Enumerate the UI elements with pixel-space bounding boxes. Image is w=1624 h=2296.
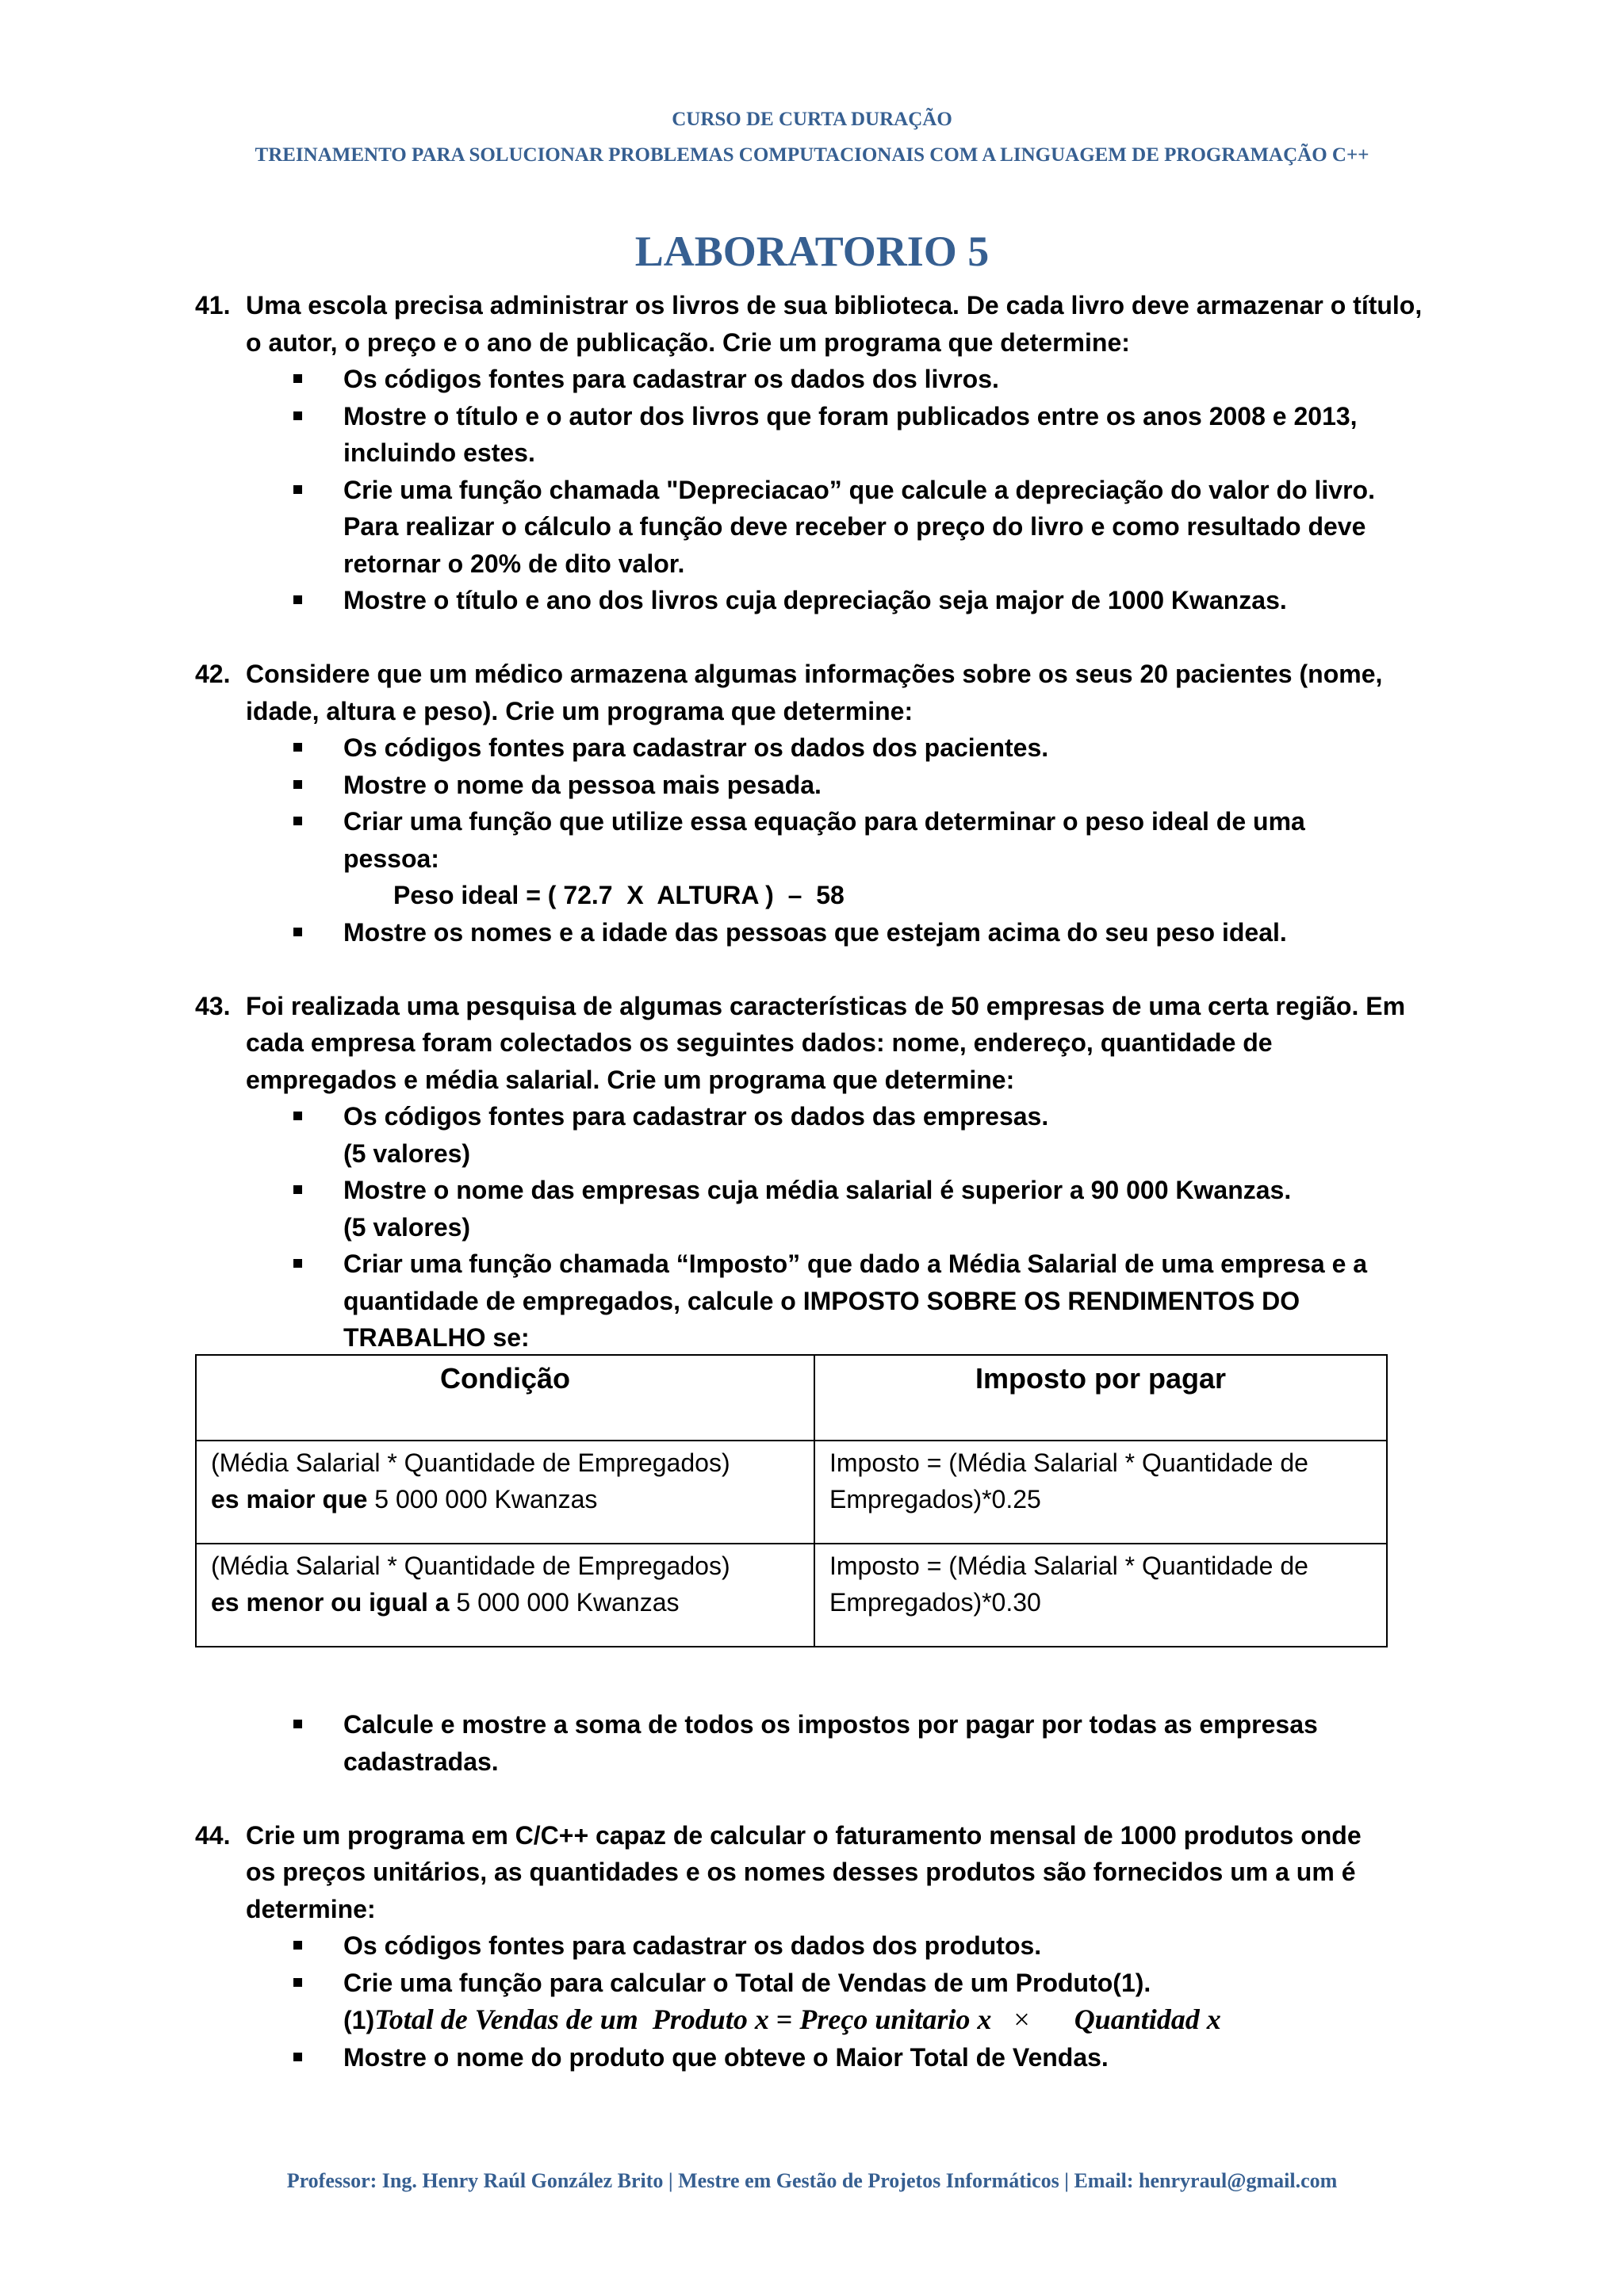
exercise-text-line: os preços unitários, as quantidades e os nomes desses produtos são fornecidos um a um é xyxy=(246,1858,1356,1886)
bullet-list xyxy=(246,1927,1442,2001)
bullet-item: Os códigos fontes para cadastrar os dados dos pacientes. xyxy=(246,729,1442,767)
square-bullet-icon xyxy=(293,1978,302,1987)
exercise-text-line: empregados e média salarial. Crie um programa que determine: xyxy=(246,1065,1015,1094)
exercise-number: 41. xyxy=(195,291,231,320)
table-header-tax: Imposto por pagar xyxy=(814,1355,1387,1441)
bullet-item: Os códigos fontes para cadastrar os dados das empresas. (5 valores) xyxy=(246,1098,1442,1172)
bullet-list xyxy=(246,1706,1442,1780)
exercise-text-line: cada empresa foram colectados os seguintes dados: nome, endereço, quantidade de xyxy=(246,1028,1273,1057)
table-cell-tax: Imposto = (Média Salarial * Quantidade de Empregados)*0.30 xyxy=(814,1544,1387,1647)
exercise-text-line: idade, altura e peso). Crie um programa que determine: xyxy=(246,696,914,725)
exercise-44 xyxy=(195,1817,1442,2076)
exercise-list-continued xyxy=(195,1706,1442,2076)
square-bullet-icon xyxy=(293,485,302,494)
bullet-item: Mostre o nome das empresas cuja média salarial é superior a 90 000 Kwanzas. (5 valores) xyxy=(246,1172,1442,1246)
bullet-item: Mostre o nome do produto que obteve o Maior Total de Vendas. xyxy=(246,2039,1442,2076)
course-title-heading: TREINAMENTO PARA SOLUCIONAR PROBLEMAS COMPUTACIONAIS COM A LINGUAGEM DE PROGRAMAÇÃO C++ xyxy=(255,144,1369,166)
square-bullet-icon xyxy=(293,1112,302,1120)
page-footer: Professor: Ing. Henry Raúl González Brito | Mestre em Gestão de Projetos Informáticos | Email: henryraul@gmail.com xyxy=(286,2169,1338,2192)
square-bullet-icon xyxy=(293,2053,302,2061)
exercise-number: 42. xyxy=(195,660,231,688)
exercise-text-line: Foi realizada uma pesquisa de algumas características de 50 empresas de uma certa região. Em xyxy=(246,991,1406,1020)
bullet-item: Mostre o título e ano dos livros cuja depreciação seja major de 1000 Kwanzas. xyxy=(246,582,1442,619)
bullet-item: Os códigos fontes para cadastrar os dados dos livros. xyxy=(246,361,1442,398)
table-header-condition: Condição xyxy=(196,1355,814,1441)
table-cell-condition: (Média Salarial * Quantidade de Empregados) es menor ou igual a 5 000 000 Kwanzas xyxy=(196,1544,814,1647)
exercise-text-line: Crie um programa em C/C++ capaz de calcular o faturamento mensal de 1000 produtos onde xyxy=(246,1820,1362,1850)
exercise-text-line: Considere que um médico armazena algumas informações sobre os seus 20 pacientes (nome, xyxy=(246,660,1383,688)
square-bullet-icon xyxy=(293,780,302,789)
bullet-item: Calcule e mostre a soma de todos os impostos por pagar por todas as empresas cadastradas. xyxy=(246,1706,1442,1780)
exercise-text-line: o autor, o preço e o ano de publicação. Crie um programa que determine: xyxy=(246,327,1130,357)
square-bullet-icon xyxy=(293,374,302,383)
bullet-list xyxy=(246,1098,1442,1357)
table-header-row xyxy=(196,1355,1387,1441)
bullet-item: Os códigos fontes para cadastrar os dados dos produtos. xyxy=(246,1927,1442,1965)
table-cell-condition: (Média Salarial * Quantidade de Empregados) es maior que 5 000 000 Kwanzas xyxy=(196,1441,814,1544)
square-bullet-icon xyxy=(293,817,302,825)
exercise-text-line: determine: xyxy=(246,1894,376,1923)
exercise-text-line: Uma escola precisa administrar os livros de sua biblioteca. De cada livro deve armazenar o título, xyxy=(246,291,1423,320)
bullet-list xyxy=(246,914,1442,951)
bullet-item: Mostre os nomes e a idade das pessoas que estejam acima do seu peso ideal. xyxy=(246,914,1442,951)
course-duration-heading: CURSO DE CURTA DURAÇÃO xyxy=(672,109,952,130)
bullet-item: Crie uma função chamada "Depreciacao” que calcule a depreciação do valor do livro. Para realizar o cálculo a função deve receber o preço do livro e como resultado deve retornar o 20% de dito valor. xyxy=(246,472,1442,583)
square-bullet-icon xyxy=(293,1720,302,1728)
exercise-43-continued xyxy=(195,1706,1442,1780)
table-cell-tax: Imposto = (Média Salarial * Quantidade de Empregados)*0.25 xyxy=(814,1441,1387,1544)
document-title: LABORATORIO 5 xyxy=(634,228,990,275)
exercise-42 xyxy=(195,656,1442,951)
tax-condition-table xyxy=(195,1354,1388,1647)
square-bullet-icon xyxy=(293,743,302,752)
square-bullet-icon xyxy=(293,1259,302,1268)
bullet-item: Mostre o nome da pessoa mais pesada. xyxy=(246,767,1442,804)
bullet-item: Mostre o título e o autor dos livros que foram publicados entre os anos 2008 e 2013, incluindo estes. xyxy=(246,398,1442,472)
exercise-list xyxy=(195,287,1442,1357)
exercise-43 xyxy=(195,988,1442,1357)
exercise-number: 44. xyxy=(195,1820,231,1850)
bullet-item: Criar uma função chamada “Imposto” que dado a Média Salarial de uma empresa e a quantidade de empregados, calcule o IMPOSTO SOBRE OS RENDIMENTOS DO TRABALHO se: xyxy=(246,1246,1442,1357)
square-bullet-icon xyxy=(293,411,302,420)
bullet-list xyxy=(246,2039,1442,2076)
table-row xyxy=(196,1441,1387,1544)
table-row xyxy=(196,1544,1387,1647)
exercise-number: 43. xyxy=(195,991,231,1020)
square-bullet-icon xyxy=(293,1185,302,1194)
bullet-item: Crie uma função para calcular o Total de Vendas de um Produto(1). xyxy=(246,1965,1442,2002)
page-header xyxy=(0,101,1624,173)
sales-formula: (1)Total de Vendas de um Produto x = Preço unitario x × Quantidad x xyxy=(343,2003,1221,2035)
bullet-list xyxy=(246,361,1442,619)
square-bullet-icon xyxy=(293,595,302,604)
exercise-41 xyxy=(195,287,1442,619)
bullet-list xyxy=(246,729,1442,877)
ideal-weight-formula: Peso ideal = ( 72.7 X ALTURA ) – 58 xyxy=(393,881,845,909)
square-bullet-icon xyxy=(293,928,302,936)
bullet-item: Criar uma função que utilize essa equação para determinar o peso ideal de uma pessoa: xyxy=(246,803,1442,877)
square-bullet-icon xyxy=(293,1941,302,1950)
